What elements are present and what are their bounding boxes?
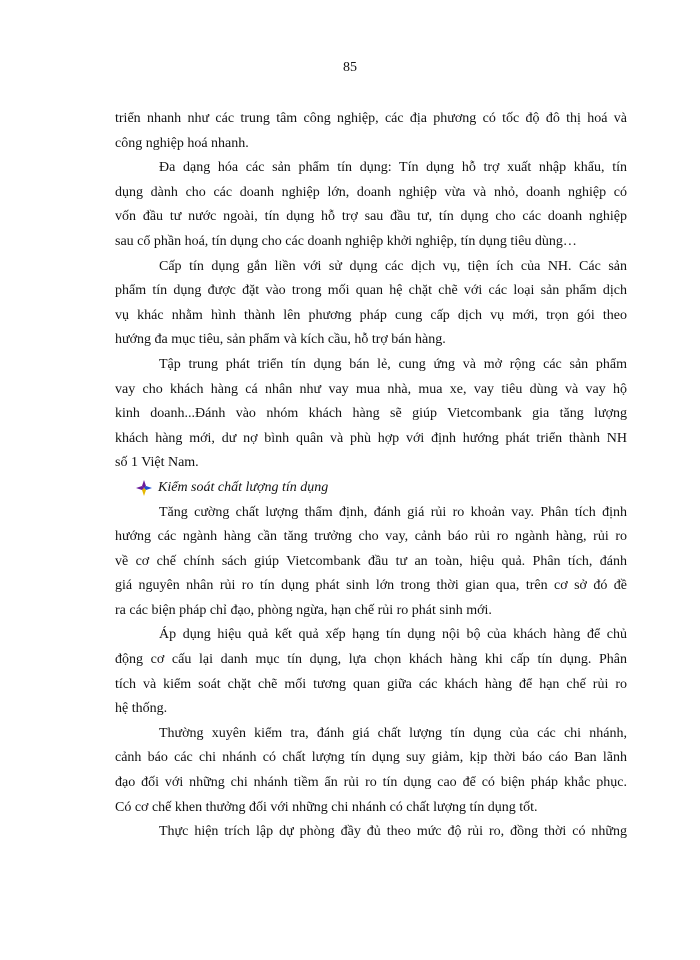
text-line: Thường xuyên kiểm tra, đánh giá chất lượng tín dụng của các chi nhánh, (159, 725, 627, 741)
page-body (115, 107, 627, 845)
text-line: Thực hiện trích lập dự phòng đầy đủ theo mức độ rủi ro, đồng thời có những (159, 824, 627, 840)
text-line: giá nguyên nhân rủi ro tín dụng phát sinh lớn trong thời gian qua, trên cơ sở đó đề (115, 578, 627, 594)
text-line: công nghiệp hoá nhanh. (115, 135, 249, 151)
text-line: khách hàng mới, dư nợ bình quân và phù hợp với định hướng phát triển thành NH (115, 430, 627, 446)
text-line: kinh doanh...Đánh vào nhóm khách hàng sẽ giúp Vietcombank gia tăng lượng (115, 406, 627, 422)
page-number: 85 (343, 60, 357, 75)
text-line: vốn đầu tư nước ngoài, tín dụng hỗ trợ sau đầu tư, tín dụng cho các doanh nghiệp (115, 209, 627, 225)
text-line: sau cổ phần hoá, tín dụng cho các doanh nghiệp khởi nghiệp, tín dụng tiêu dùng… (115, 233, 577, 249)
text-line: hệ thống. (115, 701, 168, 717)
text-line: triển nhanh như các trung tâm công nghiệp, các địa phương có tốc độ đô thị hoá và (115, 111, 627, 126)
text-line: cảnh báo các chi nhánh có chất lượng tín dụng suy giảm, kịp thời báo cáo Ban lãnh (115, 750, 627, 766)
text-line: Áp dụng hiệu quả kết quả xếp hạng tín dụng nội bộ của khách hàng để chủ (159, 627, 627, 643)
text-line: tích và kiểm soát chặt chẽ mối tương quan giữa các khách hàng để hạn chế rủi ro (115, 676, 627, 692)
text-line: hướng các ngành hàng cần tăng trưởng cho vay, cảnh báo rủi ro ngành hàng, rủi ro (115, 529, 627, 545)
text-line: Tập trung phát triển tín dụng bán lẻ, cung ứng và mở rộng các sản phẩm (159, 356, 627, 372)
text-line: hướng đa mục tiêu, sản phẩm và kích cầu, hỗ trợ bán hàng. (115, 332, 446, 348)
text-line: động cơ cấu lại danh mục tín dụng, lựa chọn khách hàng khi cấp tín dụng. Phân (115, 652, 627, 668)
text-line: ra các biện pháp chỉ đạo, phòng ngừa, hạn chế rủi ro phát sinh mới. (115, 602, 492, 618)
text-line: vụ khác nhằm hình thành lên phương pháp cung cấp dịch vụ mới, trọn gói theo (115, 307, 627, 323)
text-line: Có cơ chế khen thưởng đối với những chi nhánh có chất lượng tín dụng tốt. (115, 799, 538, 815)
text-line: dụng dành cho các doanh nghiệp lớn, doanh nghiệp vừa và nhỏ, doanh nghiệp có (115, 184, 627, 200)
text-line: Cấp tín dụng gắn liền với sử dụng các dịch vụ, tiện ích của NH. Các sản (159, 258, 627, 274)
section-heading (115, 476, 627, 501)
text-line: vay cho khách hàng cá nhân như vay mua nhà, mua xe, vay tiêu dùng và vay hộ (115, 381, 627, 397)
text-line: phẩm tín dụng được đặt vào trong mối quan hệ chặt chẽ với các loại sản phẩm dịch (115, 283, 627, 299)
section-heading-text: Kiểm soát chất lượng tín dụng (158, 479, 329, 495)
text-line: đạo đối với những chi nhánh tiềm ẩn rủi ro tín dụng cao để có biện pháp khắc phục. (115, 775, 627, 791)
four-point-star-bullet-icon (136, 480, 152, 496)
text-line: về cơ chế chính sách giúp Vietcombank đầu tư an toàn, hiệu quả. Phân tích, đánh (115, 553, 627, 569)
text-line: Đa dạng hóa các sản phẩm tín dụng: Tín dụng hỗ trợ xuất nhập khẩu, tín (159, 160, 627, 176)
text-line: Tăng cường chất lượng thẩm định, đánh giá rủi ro khoản vay. Phân tích định (159, 504, 627, 520)
text-line: số 1 Việt Nam. (115, 455, 199, 471)
